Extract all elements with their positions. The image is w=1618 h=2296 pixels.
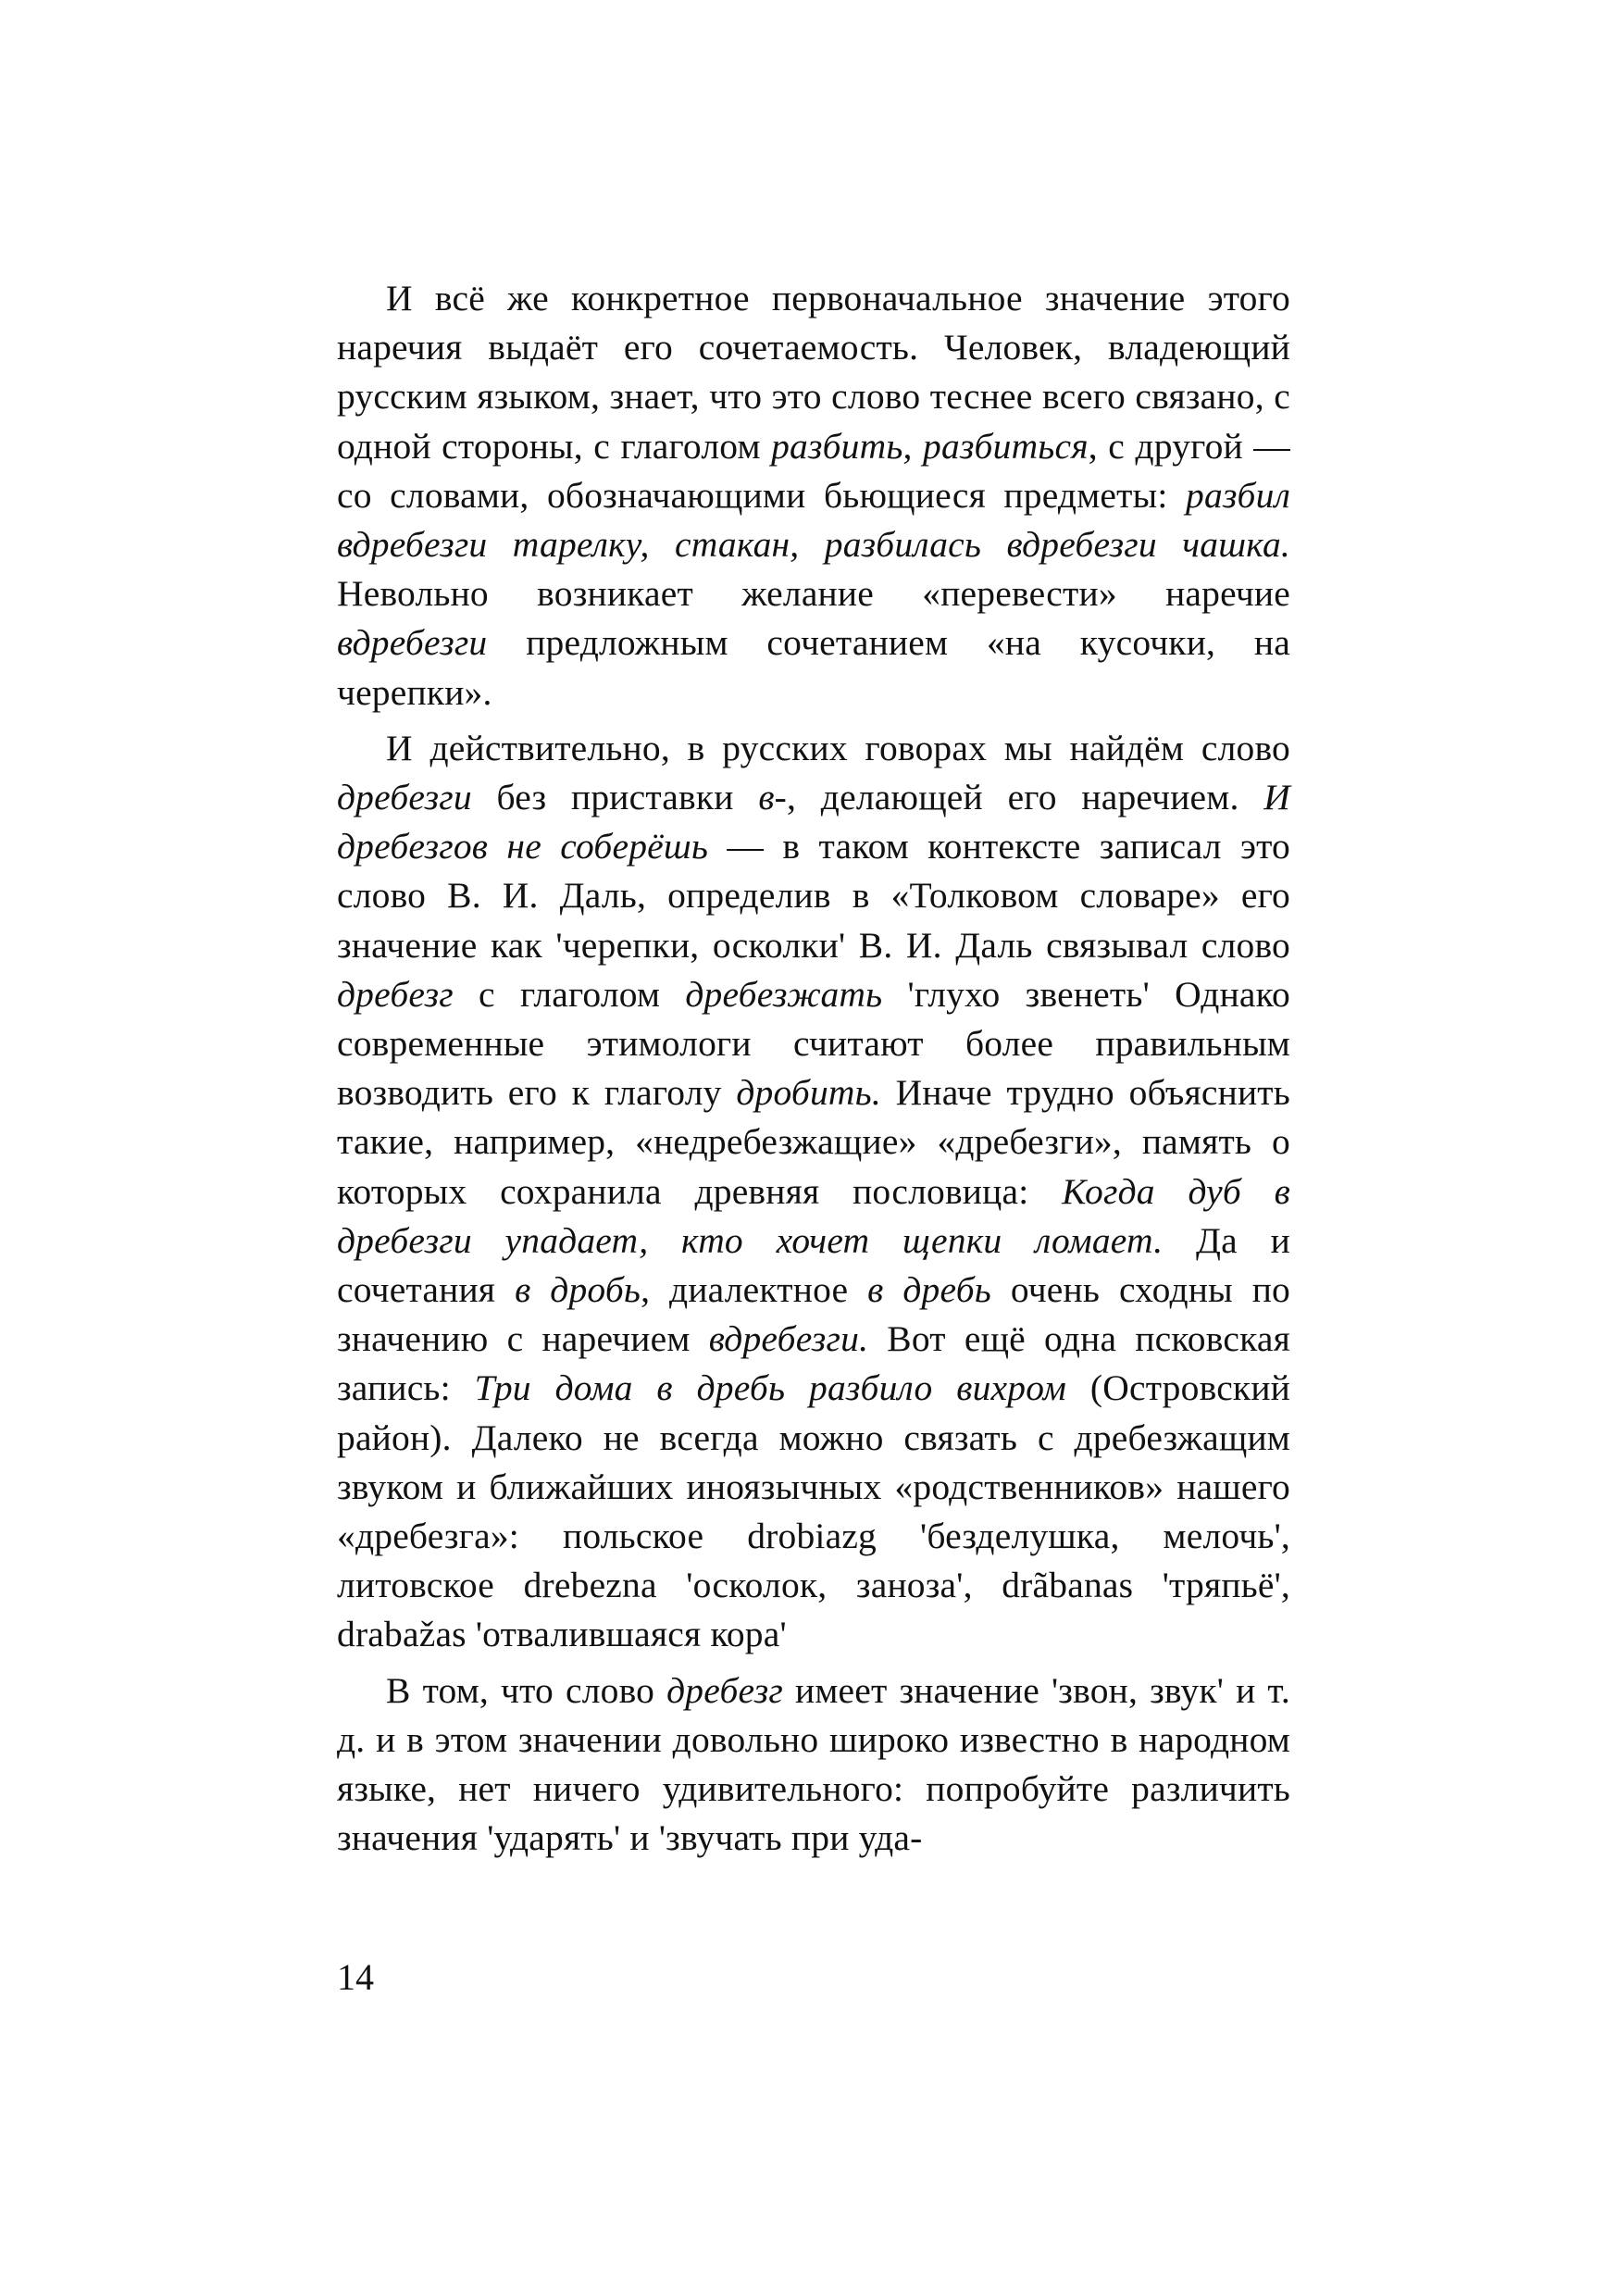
italic-example: вдребезги <box>337 622 488 664</box>
text-run: (Островский район). Далеко не всегда можно связать с дребезжащим звуком и ближайших иноязычных «родственников» нашего «дребезга»: польское drobiazg 'безделушка, мелочь', литовское drebezna 'осколок, заноза', drãbanas 'тряпьё', drabažas 'отвалившаяся кора' <box>337 1367 1290 1655</box>
text-run: очень сходны по значению с наречием <box>337 1269 1290 1360</box>
page-number: 14 <box>337 1956 374 1998</box>
italic-example: дребезги <box>337 777 472 818</box>
paragraph <box>337 274 1290 718</box>
italic-example: разбить, разбиться <box>771 425 1089 467</box>
text-run: с глаголом <box>453 973 686 1015</box>
italic-example: разбил вдребезги тарелку, стакан, разбилась вдребезги чашка. <box>337 474 1290 566</box>
text-run: , диалектное <box>641 1269 868 1311</box>
text-run: , делающей его наречием. <box>787 777 1264 818</box>
text-run: Да и сочетания <box>337 1219 1290 1311</box>
text-run: 'глухо звенеть' Однако современные этимологи считают более правильным возводить его к глаголу <box>337 973 1290 1114</box>
paragraph <box>337 1666 1290 1864</box>
text-run: Иначе трудно объяснить такие, например, «недребезжащие» «дребезги», память о которых сохранила древняя пословица: <box>337 1072 1290 1212</box>
text-run: Невольно возникает желание «перевести» наречие <box>337 573 1290 615</box>
italic-example: в дребь <box>867 1269 991 1311</box>
text-run: , с другой — со словами, обозначающими бьющиеся предметы: <box>337 425 1290 516</box>
italic-example: в- <box>758 777 788 818</box>
italic-example: в дробь <box>515 1269 641 1311</box>
italic-example: вдребезги. <box>708 1318 869 1360</box>
text-run: предложным сочетанием «на кусочки, на черепки». <box>337 622 1290 713</box>
italic-example: И дребезгов не соберёшь <box>337 777 1290 867</box>
italic-example: Когда дуб в дребезги упадает, кто хочет щепки ломает. <box>337 1170 1290 1261</box>
text-run: В том, что слово <box>386 1669 667 1711</box>
italic-example: дробить. <box>736 1072 881 1114</box>
italic-example: дребезг <box>666 1669 783 1711</box>
text-run: имеет значение 'звон, звук' и т. д. и в этом значении довольно широко известно в народном языке, нет ничего удивительного: попробуйте различить значения 'ударять' и 'звучать при уда- <box>337 1669 1290 1859</box>
text-run: — в таком контексте записал это слово В. И. Даль, определив в «Толковом словаре» его значение как 'черепки, осколки' В. И. Даль связывал слово <box>337 826 1290 966</box>
text-run: И всё же конкретное первоначальное значение этого наречия выдаёт его сочетаемость. Человек, владеющий русским языком, знает, что это слово теснее всего связано, с одной стороны, с глаголом <box>337 278 1290 467</box>
italic-example: дребезжать <box>685 973 883 1015</box>
text-run: без приставки <box>471 777 759 818</box>
italic-example: дребезг <box>337 973 454 1015</box>
italic-example: Три дома в дребь разбило вихром <box>474 1367 1067 1409</box>
body-text <box>337 274 1290 1864</box>
text-run: Вот ещё одна псковская запись: <box>337 1318 1290 1409</box>
paragraph <box>337 724 1290 1660</box>
text-run: И действительно, в русских говорах мы найдём слово <box>386 727 1290 768</box>
